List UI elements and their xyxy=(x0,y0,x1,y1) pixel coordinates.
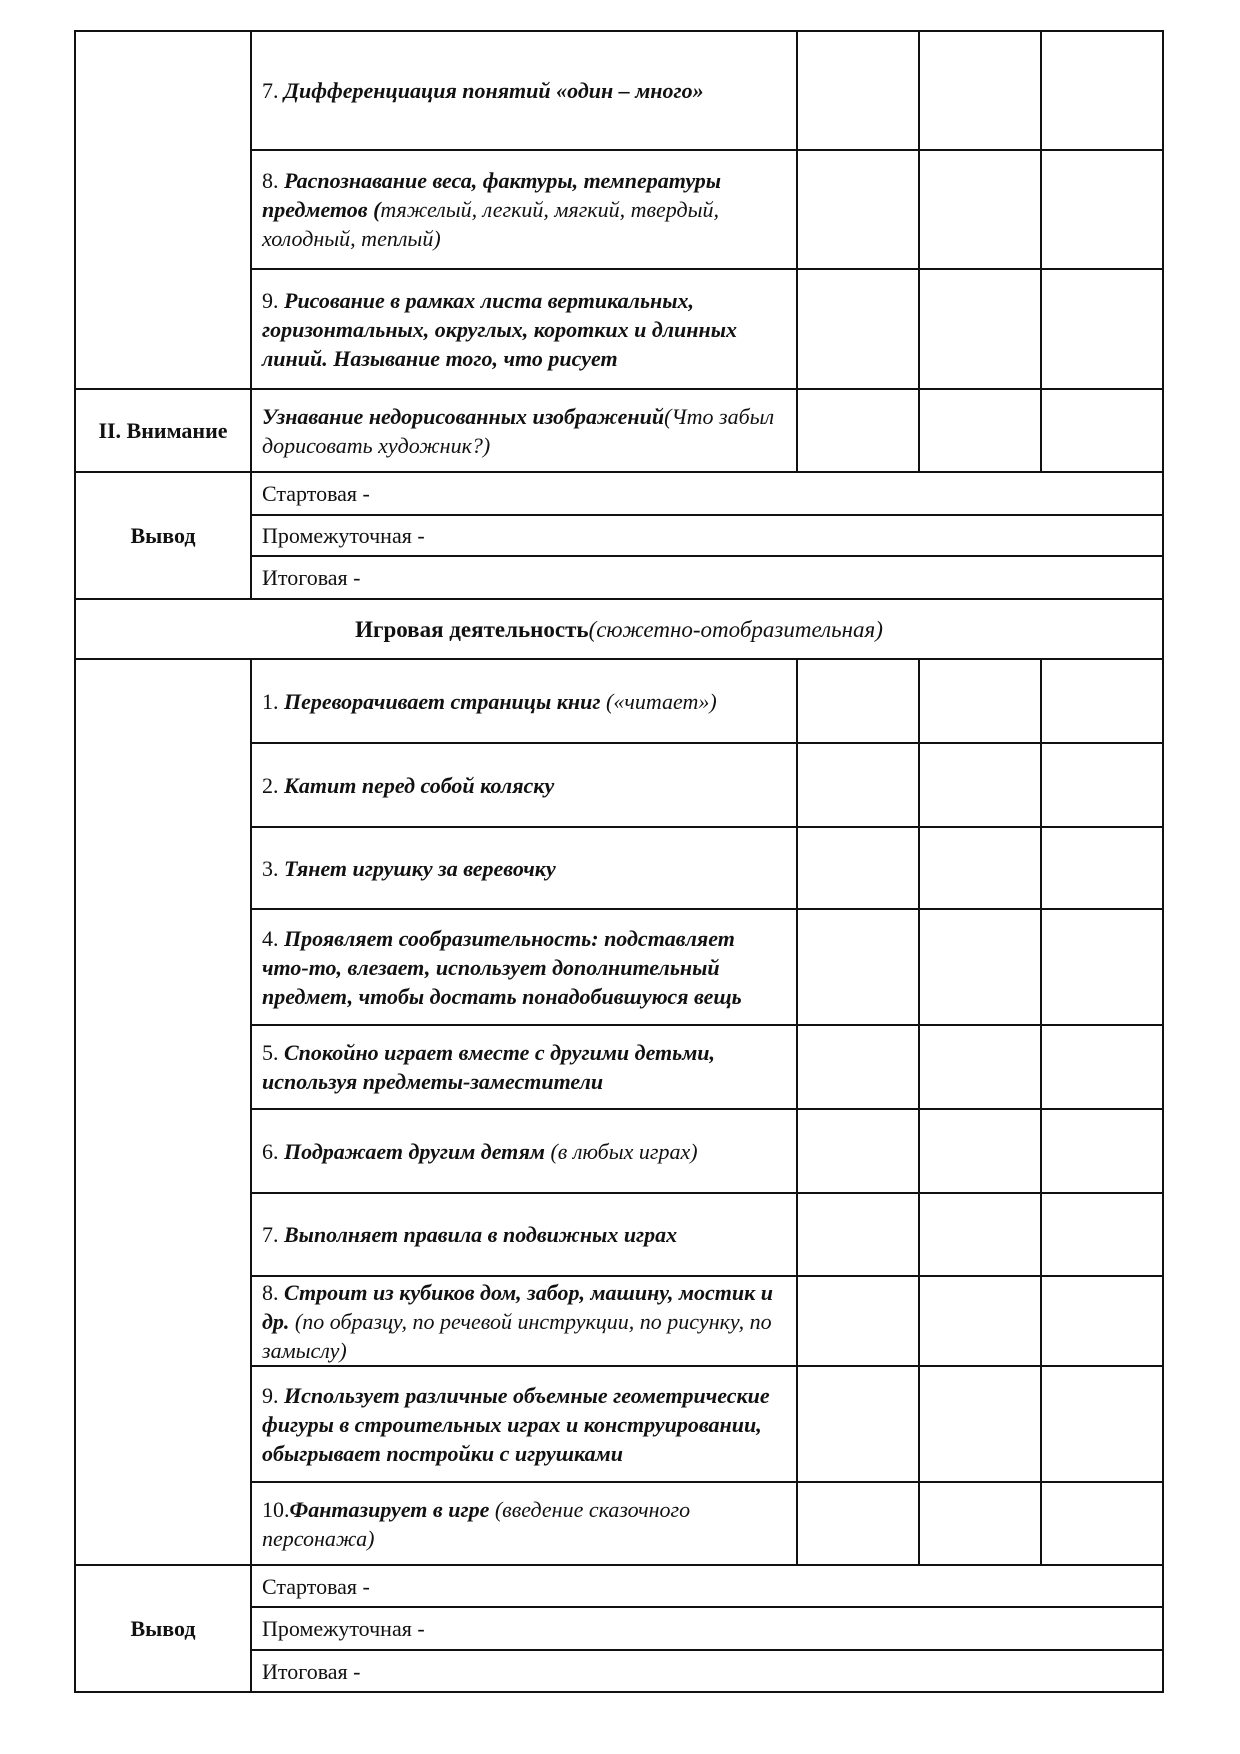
criterion-number: 5. xyxy=(262,1040,284,1065)
category-attention: II. Внимание xyxy=(75,389,251,472)
criterion-cell xyxy=(251,1193,797,1276)
score-cell[interactable] xyxy=(797,389,919,472)
score-cell[interactable] xyxy=(919,389,1041,472)
criterion-cell xyxy=(251,150,797,269)
score-cell[interactable] xyxy=(1041,1366,1163,1482)
conclusion-label: Вывод xyxy=(75,1565,251,1692)
score-cell[interactable] xyxy=(1041,269,1163,389)
criterion-title: Подражает другим детям xyxy=(284,1138,545,1164)
score-cell[interactable] xyxy=(1041,1025,1163,1109)
criterion-cell xyxy=(251,659,797,743)
score-cell[interactable] xyxy=(1041,743,1163,827)
criterion-title: Спокойно играет вместе с другими детьми, используя предметы-заместители xyxy=(262,1040,716,1094)
score-cell[interactable] xyxy=(919,269,1041,389)
section-header-row xyxy=(75,599,1163,659)
criterion-title: Переворачивает страницы книг xyxy=(284,688,601,714)
score-cell[interactable] xyxy=(797,31,919,150)
conclusion-label: Вывод xyxy=(75,472,251,599)
criterion-number: 8. xyxy=(262,168,284,193)
score-cell[interactable] xyxy=(1041,31,1163,150)
conclusion-start[interactable]: Стартовая - xyxy=(251,472,1163,515)
criterion-number: 7. xyxy=(262,1222,284,1247)
score-cell[interactable] xyxy=(1041,389,1163,472)
score-cell[interactable] xyxy=(797,1025,919,1109)
score-cell[interactable] xyxy=(919,743,1041,827)
score-cell[interactable] xyxy=(797,1193,919,1276)
score-cell[interactable] xyxy=(919,909,1041,1025)
score-cell[interactable] xyxy=(1041,150,1163,269)
score-cell[interactable] xyxy=(919,1109,1041,1193)
criterion-title: Выполняет правила в подвижных играх xyxy=(284,1222,678,1247)
category-cell xyxy=(75,31,251,389)
criterion-number: 3. xyxy=(262,855,284,881)
criterion-number: 2. xyxy=(262,772,284,798)
criterion-title: Проявляет сообразительность: подставляет что-то, влезает, использует дополнительный предмет, чтобы достать понадобившуюся вещь xyxy=(262,925,742,1009)
score-cell[interactable] xyxy=(1041,659,1163,743)
criterion-title: Катит перед собой коляску xyxy=(284,772,555,798)
score-cell[interactable] xyxy=(919,1276,1041,1366)
criterion-cell xyxy=(251,827,797,909)
score-cell[interactable] xyxy=(797,1482,919,1565)
criterion-cell xyxy=(251,31,797,150)
criterion-title: Дифференциация понятий «один – много» xyxy=(284,78,704,103)
criterion-number: 6. xyxy=(262,1138,284,1164)
criterion-number: 9. xyxy=(262,287,284,313)
section-header xyxy=(75,599,1163,659)
score-cell[interactable] xyxy=(797,659,919,743)
score-cell[interactable] xyxy=(919,659,1041,743)
score-cell[interactable] xyxy=(919,827,1041,909)
score-cell[interactable] xyxy=(797,269,919,389)
criterion-number: 8. xyxy=(262,1279,284,1305)
score-cell[interactable] xyxy=(1041,1482,1163,1565)
table-row xyxy=(75,389,1163,472)
section-title: Игровая деятельность xyxy=(355,616,589,642)
conclusion-final[interactable]: Итоговая - xyxy=(251,1650,1163,1692)
criterion-cell xyxy=(251,743,797,827)
criterion-note: (в любых играх) xyxy=(544,1138,698,1164)
score-cell[interactable] xyxy=(797,1366,919,1482)
conclusion-mid[interactable]: Промежуточная - xyxy=(251,1607,1163,1650)
criterion-note: тяжелый, легкий, мягкий, твердый, холодный, теплый) xyxy=(262,197,720,251)
category-cell xyxy=(75,659,251,1565)
criterion-title: Использует различные объемные геометрические фигуры в строительных играх и конструировании, обыгрывает постройки с игрушками xyxy=(262,1382,770,1466)
score-cell[interactable] xyxy=(797,1109,919,1193)
score-cell[interactable] xyxy=(1041,1109,1163,1193)
criterion-cell xyxy=(251,1276,797,1366)
criterion-title: Распознавание веса, фактуры, температуры предметов ( xyxy=(262,168,722,222)
conclusion-row xyxy=(75,1565,1163,1607)
criterion-cell xyxy=(251,1482,797,1565)
score-cell[interactable] xyxy=(1041,1193,1163,1276)
criterion-number: 10. xyxy=(262,1496,290,1522)
criterion-cell xyxy=(251,269,797,389)
conclusion-row xyxy=(75,472,1163,515)
criterion-title: Строит из кубиков дом, забор, машину, мостик и др. xyxy=(262,1279,774,1334)
score-cell[interactable] xyxy=(1041,909,1163,1025)
score-cell[interactable] xyxy=(919,1193,1041,1276)
score-cell[interactable] xyxy=(919,31,1041,150)
score-cell[interactable] xyxy=(797,743,919,827)
score-cell[interactable] xyxy=(797,1276,919,1366)
table-row xyxy=(75,31,1163,150)
section-subtitle: (сюжетно-отобразительная) xyxy=(588,616,883,642)
score-cell[interactable] xyxy=(919,1025,1041,1109)
criterion-cell xyxy=(251,909,797,1025)
criterion-title: Тянет игрушку за веревочку xyxy=(284,855,556,881)
score-cell[interactable] xyxy=(919,150,1041,269)
score-cell[interactable] xyxy=(797,150,919,269)
assessment-table xyxy=(74,30,1164,1693)
score-cell[interactable] xyxy=(797,827,919,909)
table-row xyxy=(75,659,1163,743)
criterion-title: Рисование в рамках листа вертикальных, горизонтальных, округлых, коротких и длинных линий. Называние того, что рисует xyxy=(262,287,737,371)
criterion-number: 9. xyxy=(262,1382,284,1408)
criterion-note: (Что забыл дорисовать художник?) xyxy=(262,403,775,458)
criterion-title: Узнавание недорисованных изображений xyxy=(262,403,665,429)
criterion-note: (введение сказочного персонажа) xyxy=(262,1496,691,1551)
score-cell[interactable] xyxy=(1041,827,1163,909)
conclusion-start[interactable]: Стартовая - xyxy=(251,1565,1163,1607)
criterion-number: 7. xyxy=(262,78,284,103)
score-cell[interactable] xyxy=(919,1482,1041,1565)
conclusion-mid[interactable]: Промежуточная - xyxy=(251,515,1163,556)
criterion-number: 4. xyxy=(262,925,284,951)
criterion-cell xyxy=(251,1366,797,1482)
criterion-title: Фантазирует в игре xyxy=(289,1496,490,1522)
score-cell[interactable] xyxy=(1041,1276,1163,1366)
criterion-cell xyxy=(251,1109,797,1193)
conclusion-final[interactable]: Итоговая - xyxy=(251,556,1163,599)
criterion-cell xyxy=(251,389,797,472)
criterion-number: 1. xyxy=(262,688,284,714)
score-cell[interactable] xyxy=(919,1366,1041,1482)
score-cell[interactable] xyxy=(797,909,919,1025)
criterion-cell xyxy=(251,1025,797,1109)
criterion-note: (по образцу, по речевой инструкции, по рисунку, по замыслу) xyxy=(262,1308,772,1363)
criterion-note: («читает») xyxy=(600,688,717,714)
